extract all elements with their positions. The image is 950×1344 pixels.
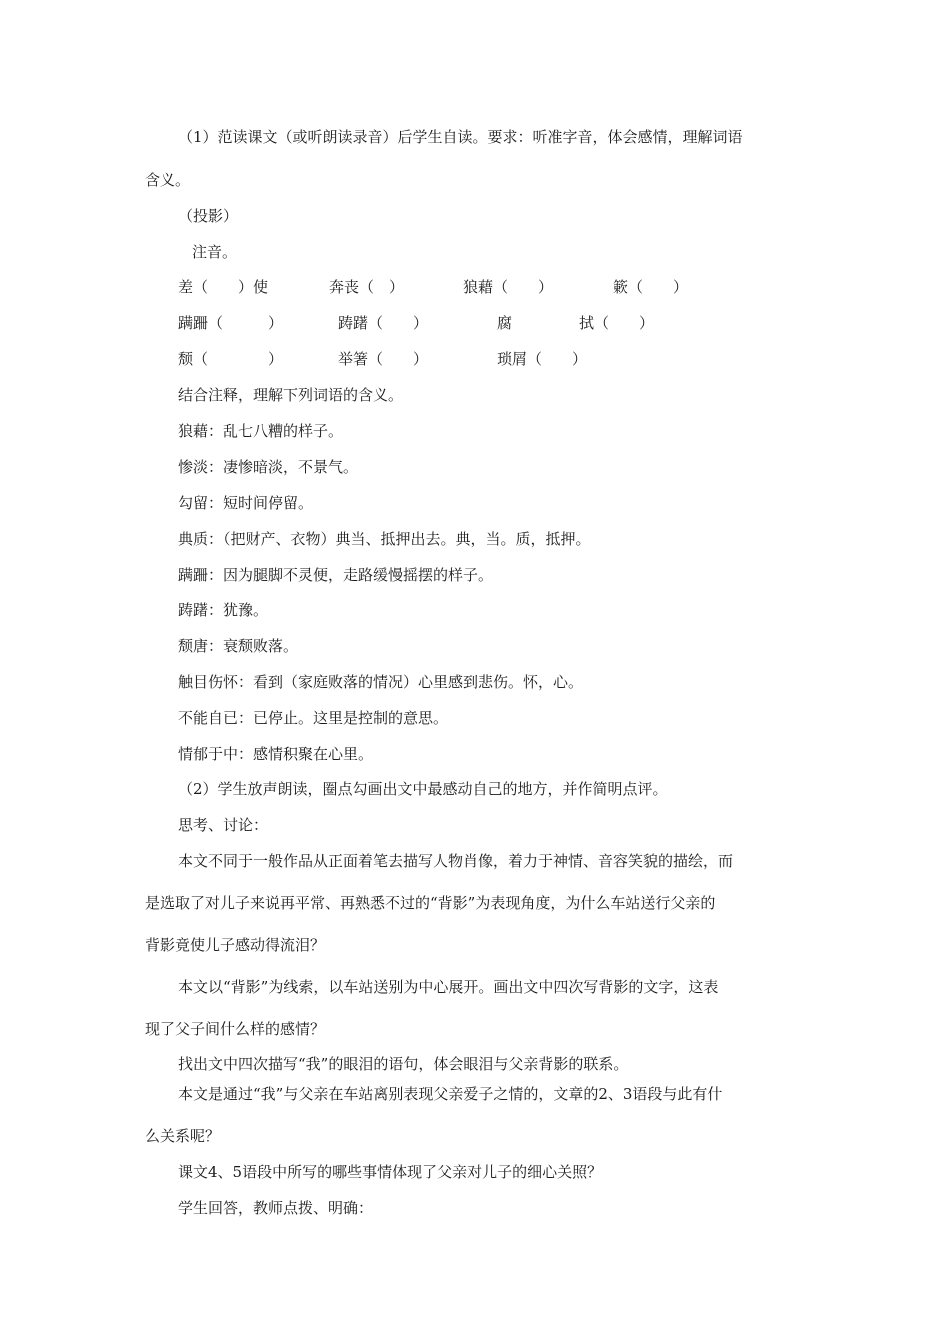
pinyin-item: 差（ ）使 (178, 278, 269, 296)
question-3: 找出文中四次描写“我”的眼泪的语句，体会眼泪与父亲背影的联系。 (178, 1055, 629, 1073)
definition-item: 狼藉：乱七八糟的样子。 (178, 422, 344, 440)
pinyin-item: 蹒跚（ ） (178, 314, 284, 332)
pinyin-item: 踌躇（ ） (338, 314, 429, 332)
pinyin-item: 拭（ ） (579, 314, 655, 332)
definition-item: 不能自已：已停止。这里是控制的意思。 (178, 709, 449, 727)
question-4-line1: 本文是通过“我”与父亲在车站离别表现父亲爱子之情的，文章的2、3语段与此有什 (178, 1085, 723, 1103)
pinyin-item: 举箸（ ） (338, 350, 429, 368)
question-1-line3: 背影竟使儿子感动得流泪？ (145, 936, 326, 954)
para1-line1: （1）范读课文（或听朗读录音）后学生自读。要求：听准字音，体会感情，理解词语 (178, 128, 743, 146)
para1-line2: 含义。 (145, 171, 191, 189)
pinyin-item: 颓（ ） (178, 350, 284, 368)
closing-line: 学生回答，教师点拨、明确： (178, 1199, 374, 1217)
para2: （2）学生放声朗读，圈点勾画出文中最感动自己的地方，并作简明点评。 (178, 780, 668, 798)
question-1-line1: 本文不同于一般作品从正面着笔去描写人物肖像，着力于神情、音容笑貌的描绘，而 (178, 852, 734, 870)
question-5: 课文4、5语段中所写的哪些事情体现了父亲对儿子的细心关照？ (178, 1163, 603, 1181)
pinyin-item: 奔丧（ ） (329, 278, 405, 296)
definition-item: 勾留：短时间停留。 (178, 494, 314, 512)
discussion-heading: 思考、讨论： (178, 816, 269, 834)
pinyin-item: 簌（ ） (613, 278, 689, 296)
projection-note: （投影） (178, 207, 239, 225)
definition-item: 颓唐：衰颓败落。 (178, 637, 299, 655)
zhuyin-heading: 注音。 (192, 243, 238, 261)
definition-item: 触目伤怀：看到（家庭败落的情况）心里感到悲伤。怀，心。 (178, 673, 584, 691)
question-4-line2: 么关系呢？ (145, 1127, 221, 1145)
question-2-line1: 本文以“背影”为线索，以车站送别为中心展开。画出文中四次写背影的文字，这表 (178, 978, 719, 996)
definition-item: 蹒跚：因为腿脚不灵便，走路缓慢摇摆的样子。 (178, 566, 494, 584)
pinyin-item: 腐 (497, 314, 513, 332)
definition-item: 情郁于中：感情积聚在心里。 (178, 745, 374, 763)
definition-item: 典质：（把财产、衣物）典当、抵押出去。典，当。质，抵押。 (178, 530, 591, 548)
definitions-heading: 结合注释，理解下列词语的含义。 (178, 386, 404, 404)
definition-item: 惨淡：凄惨暗淡，不景气。 (178, 458, 359, 476)
question-1-line2: 是选取了对儿子来说再平常、再熟悉不过的“背影”为表现角度，为什么车站送行父亲的 (145, 894, 716, 912)
definition-item: 踌躇：犹豫。 (178, 601, 269, 619)
pinyin-item: 狼藉（ ） (463, 278, 554, 296)
pinyin-item: 琐屑（ ） (497, 350, 588, 368)
question-2-line2: 现了父子间什么样的感情？ (145, 1020, 326, 1038)
